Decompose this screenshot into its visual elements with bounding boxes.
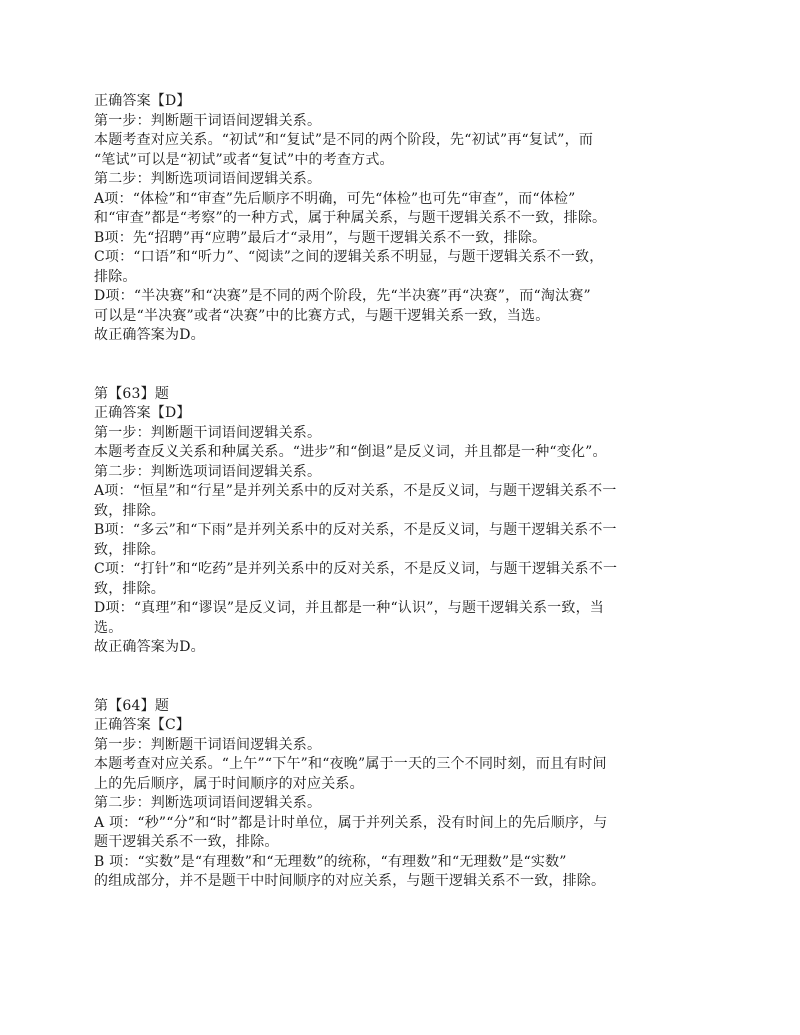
question-number-line: 第【64】题	[94, 697, 170, 714]
section-question-62-answer	[94, 92, 714, 346]
conclusion-line: 故正确答案为D。	[94, 327, 205, 343]
analysis-line: 本题考查对应关系。“上午”“下午”和“夜晚”属于一天的三个不同时刻，而且有时间	[94, 756, 607, 772]
section-question-63	[94, 385, 714, 658]
analysis-line: “笔试”可以是“初试”或者“复试”中的考查方式。	[94, 151, 394, 168]
step-one-line: 第一步：判断题干词语间逻辑关系。	[94, 112, 322, 129]
analysis-line: 上的先后顺序，属于时间顺序的对应关系。	[94, 775, 364, 792]
analysis-line: 本题考查反义关系和种属关系。“进步”和“倒退”是反义词，并且都是一种“变化”。	[94, 444, 607, 460]
step-one-line: 第一步：判断题干词语间逻辑关系。	[94, 424, 322, 441]
option-c-line: 致，排除。	[94, 580, 165, 597]
answer-line: 正确答案【D】	[94, 93, 191, 109]
option-b-line: B 项：“实数”是“有理数”和“无理数”的统称，“有理数”和“无理数”是“实数”	[94, 853, 567, 870]
option-a-line: 致，排除。	[94, 502, 165, 519]
question-number-line: 第【63】题	[94, 385, 170, 402]
step-two-line: 第二步：判断选项词语间逻辑关系。	[94, 171, 322, 187]
option-d-line: 选。	[94, 619, 123, 636]
option-b-line: 的组成部分，并不是题干中时间顺序的对应关系，与题干逻辑关系不一致，排除。	[94, 873, 606, 889]
step-two-line: 第二步：判断选项词语间逻辑关系。	[94, 795, 322, 811]
option-b-line: B项：“多云”和“下雨”是并列关系中的反对关系，不是反义词，与题干逻辑关系不一	[94, 522, 617, 538]
analysis-line: 本题考查对应关系。“初试”和“复试”是不同的两个阶段，先“初试”再“复试”，而	[94, 132, 594, 148]
answer-line: 正确答案【C】	[94, 717, 191, 733]
option-b-line: B项：先“招聘”再“应聘”最后才“录用”，与题干逻辑关系不一致，排除。	[94, 229, 547, 246]
option-a-line: A 项：“秒”“分”和“时”都是计时单位，属于并列关系，没有时间上的先后顺序，与	[94, 814, 608, 831]
answer-line: 正确答案【D】	[94, 405, 191, 421]
option-a-line: 题干逻辑关系不一致，排除。	[94, 834, 279, 850]
conclusion-line: 故正确答案为D。	[94, 639, 205, 655]
option-d-line: D项：“真理”和“谬误”是反义词，并且都是一种“认识”，与题干逻辑关系一致，当	[94, 600, 604, 616]
section-question-64	[94, 697, 714, 892]
option-c-line: 排除。	[94, 268, 137, 285]
answer-explanation-page	[94, 92, 714, 892]
option-b-line: 致，排除。	[94, 541, 165, 558]
option-a-line: A项：“体检”和“审查”先后顺序不明确，可先“体检”也可先“审查”，而“体检”	[94, 190, 576, 207]
option-d-line: 可以是“半决赛”或者“决赛”中的比赛方式，与题干逻辑关系一致，当选。	[94, 307, 550, 324]
option-a-line: 和“审查”都是“考察”的一种方式，属于种属关系，与题干逻辑关系不一致，排除。	[94, 210, 607, 226]
step-one-line: 第一步：判断题干词语间逻辑关系。	[94, 736, 322, 753]
option-d-line: D项：“半决赛”和“决赛”是不同的两个阶段，先“半决赛”再“决赛”，而“淘汰赛”	[94, 288, 591, 304]
step-two-line: 第二步：判断选项词语间逻辑关系。	[94, 463, 322, 480]
option-a-line: A项：“恒星”和“行星”是并列关系中的反对关系，不是反义词，与题干逻辑关系不一	[94, 483, 617, 499]
option-c-line: C项：“打针”和“吃药”是并列关系中的反对关系，不是反义词，与题干逻辑关系不一	[94, 561, 618, 577]
option-c-line: C项：“口语”和“听力”、“阅读”之间的逻辑关系不明显，与题干逻辑关系不一致，	[94, 249, 604, 265]
